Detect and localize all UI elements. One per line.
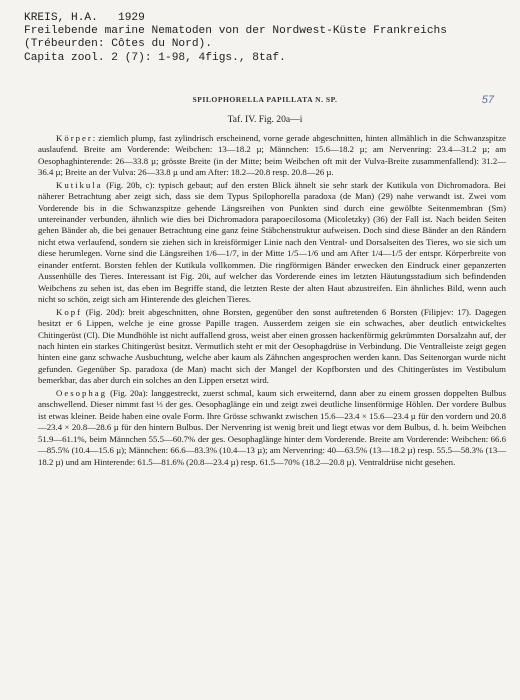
section-text: (Fig. 20d): breit abgeschnitten, ohne Borsten, gegenüber den sonst auftretenden 6 Borsten (Filipjev: 17). Dagegen besitzt er 6 Lippen, welche je eine grosse Papille tragen. Ausserdem zeigen sie ein schwaches, aber deutlich entwickeltes Chitingerüst (Cl). Die Mundhöhle ist nicht auffallend gross, weist aber einen grossen hackenförmig gekrümmten Dorsalzahn auf, der nach hinten ein starkes Chitingerüst besitzt. Vermutlich steht er mit der Oesophagdrüse in Verbindung. Die Ventralleiste zeigt gegen hinten eine ganz schwache Ausbuchtung, welche aber kaum als Zähnchen angesprochen werden kann. Das Seitenorgan wurde nicht gefunden. Gegenüber Sp. paradoxa (de Man) macht sich der Mangel der Kopfborsten und des Chitingerüstes im Vestibulum bemerkbar, das aber durch ein solches an den Lippen ersetzt wird. — [38, 306, 506, 386]
citation-title: Freilebende marine Nematoden von der Nordwest-Küste Frankreichs — [24, 25, 447, 38]
article-body — [24, 133, 506, 468]
section-heading: Kutikula — [56, 179, 103, 190]
section-heading: Körper — [56, 132, 93, 143]
section-heading: Kopf — [56, 306, 82, 317]
section-text: (Fig. 20b, c): typisch gebaut; auf den ersten Blick ähnelt sie sehr stark der Kutikula von Dichromadora. Bei näherer Betrachtung aber zeigt sich, dass sie dem Typus Spilophorella paradoxa (de Man) (29) nahe verwandt ist. Zwei vom Vorderende bis in die Schwanzspitze gehende Längsreihen von Punkten sind durch eine gewölbte Seitenmembran (Sm) untereinander verbunden, ähnlich wie dies bei Dichromadora parapoecilosoma (Micoletzky) (36) der Fall ist. Nach beiden Seiten gehen Bänder ab, die bei genauer Betrachtung eine ganz feine Stäbchenstruktur aufweisen. Doch sind diese Bänder an den Rändern nicht etwa verlaufend, sondern sie ziehen sich in kreisförmiger Linie nach den Ventral- und Dorsalseiten des Tieres, wo sie sich um diese herumlegen. Vorne sind die Längsreihen 1/6—1/7, in der Mitte 1/5—1/6 und am After 1/4—1/5 der entspr. Körperbreite von einander entfernt. Borsten fehlen der Kutikula vollkommen. Die ringförmigen Bänder erwecken den Eindruck einer gepanzerten Aussenhülle des Tieres. Interessant ist Fig. 20i, auf welcher das Vorderende eines im letzten Häutungsstadium sich befindenden Weibchens zu sehen ist, das eben im Begriffe stand, die letzten Reste der alten Haut abzustreifen. Ein ähnliches Bild, wenn auch nicht so schön, zeigt sich am Hinterende des gleichen Tieres. — [38, 179, 506, 305]
running-head: SPILOPHORELLA PAPILLATA N. SP. — [192, 94, 338, 104]
section-kutikula — [38, 180, 506, 306]
plate-reference: Taf. IV. Fig. 20a—i — [227, 113, 303, 125]
citation-author-year: KREIS, H.A. 1929 — [24, 12, 145, 24]
citation-card — [24, 12, 506, 65]
handwritten-page-number: 57 — [481, 94, 494, 106]
citation-locality: (Trébeurden: Côtes du Nord). — [24, 38, 212, 51]
section-text: (Fig. 20a): langgestreckt, zuerst schmal, kaum sich erweiternd, dann aber zu einem grossen doppelten Bulbus anschwellend. Dieser nimmt fast ⅓ der ges. Oesophaglänge ein und zeigt zwei deutliche linsenförmige Höhlen. Der vordere Bulbus ist etwas kleiner. Beide haben eine ovale Form. Ihre Grösse schwankt zwischen 15.6—23.4 × 15.6—23.4 µ für den vordern und 20.8—23.4 × 20.8—28.6 µ für den hintern Bulbus. Der Nervenring ist wenig breit und liegt etwas vor dem Bulbus, d. h. beim Weibchen 51.9—61.1%, beim Männchen 55.5—60.7% der ges. Oesophaglänge hinter dem Vorderende. Breite am Vorderende: Weibchen: 66.6—85.5% (10.4—15.6 µ); Männchen: 66.6—83.3% (10.4—13 µ); am Nervenring: 40—63.5% (13—18.2 µ) resp. 55.5—58.3% (13—18.2 µ) und am Hinterende: 61.5—81.6% (20.8—23.4 µ) resp. 61.5—70% (18.2—20.8 µ). Ventraldrüse nicht gesehen. — [38, 387, 506, 467]
section-koerper — [38, 133, 506, 179]
citation-journal: Capita zool. 2 (7): 1-98, 4figs., 8taf. — [24, 51, 286, 64]
section-oesophag — [38, 388, 506, 468]
section-heading: Oesophag — [56, 387, 107, 398]
section-kopf — [38, 307, 506, 387]
section-text: : ziemlich plump, fast zylindrisch erscheinend, vorne gerade abgeschnitten, hinten allmählich in die Schwanzspitze auslaufend. Breite am Vorderende: Weibchen: 13—18.2 µ; Männchen: 15.6—18.2 µ; am Nervenring: 23.4—31.2 µ; am Oesophaghinterende: 26—33.8 µ; grösste Breite (in der Mitte; beim Weibchen oft mit der Vulva-Breite zusammenfallend): 31.2—36.4 µ; Breite an der Vulva: 26—33.8 µ und am After: 18.2—20.8 resp. 20.8—26 µ. — [38, 132, 506, 178]
